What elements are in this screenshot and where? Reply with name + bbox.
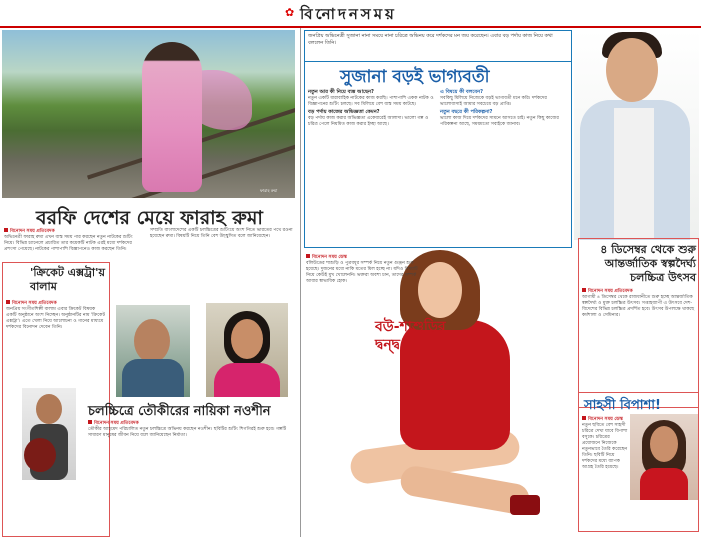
flower-ornament-icon: ✿	[285, 6, 295, 19]
cricket-body: জনপ্রিয় সংগীতশিল্পী বালাম এবার ক্রিকেট বিষয়ক একটি অনুষ্ঠানে অংশ নিচ্ছেন। অনুষ্ঠানটির নাম 'ক্রিকেট এক্সট্রা'। এতে খেলা নিয়ে আলোচনা ও গানের মাধ্যমে দর্শকদের বিনোদন দেবেন তিনি।	[6, 307, 105, 330]
film-fest-body: আগামী ৪ ডিসেম্বর থেকে রাজধানীতে শুরু হচ্ছে আন্তর্জাতিক স্বল্পদৈর্ঘ্য ও মুক্ত চলচ্চিত্র উৎসব। সপ্তাহব্যাপী এ উৎসবে দেশ-বিদেশের বিভিন্ন চলচ্চিত্র প্রদর্শিত হবে। উৎসব উপলক্ষে থাকছে কর্মশালা ও সেমিনার।	[582, 295, 695, 318]
byline-marker-icon	[88, 420, 92, 424]
naoshin-article	[88, 420, 296, 440]
cricket-article	[6, 300, 106, 332]
farah-article-right	[150, 228, 296, 241]
column-divider	[300, 28, 301, 537]
sujana-intro: জনপ্রিয় অভিনেত্রী সুজানা নানা সময়ে নানা চরিত্রে অভিনয় করে দর্শকদের মন জয় করেছেন। এবার বড় পর্দায় কাজ নিয়ে কথা বললেন তিনি।	[308, 33, 553, 46]
byline-text: বিনোদন সময় ডেস্ক	[588, 417, 623, 422]
naoshin-photo	[206, 303, 288, 397]
byline-marker-icon	[6, 300, 10, 304]
bipasha-article	[582, 416, 628, 472]
sujana-box	[304, 30, 572, 248]
header-divider	[0, 26, 701, 28]
sujana-col-left	[308, 88, 436, 129]
sujana-answer-4: ভালো কাজ দিয়ে দর্শকদের সামনে আসতে চাই। নতুন কিছু কাজের পরিকল্পনা আছে, সময়মতো সবাইকে জানাব।	[440, 116, 559, 127]
farah-ruma-photo	[2, 30, 295, 198]
farah-article-left	[4, 228, 144, 254]
katrina-body: বলিউডের শাশুড়ি ও পুত্রবধূর সম্পর্ক নিয়ে নতুন গুঞ্জন শুরু হয়েছে। দুজনের মধ্যে নাকি মতের মিল হচ্ছে না। যদিও বিষয়টি নিয়ে কেউই মুখ খোলেননি। ভক্তরা অবশ্য চান, তাদের সম্পর্ক আবার স্বাভাবিক হোক।	[306, 261, 418, 284]
section-title: বিনোদনসময়	[300, 5, 397, 23]
sujana-divider	[304, 61, 572, 62]
actor-photo	[574, 30, 699, 240]
byline-marker-icon	[582, 288, 586, 292]
cricket-byline	[6, 300, 106, 307]
sujana-question-2: বড় পর্দায় কাজের অভিজ্ঞতা কেমন?	[308, 109, 380, 115]
naoshin-headline: চলচ্চিত্রে তৌকীরের নায়িকা নওশীন	[88, 404, 271, 419]
bipasha-photo	[630, 414, 698, 500]
bipasha-headline: সাহসী বিপাশা!	[584, 398, 661, 413]
sujana-answer-3: সবকিছু মিলিয়ে নিজেকে বড়ই ভাগ্যবতী মনে করি। দর্শকদের ভালোবাসাই আমার সবচেয়ে বড় প্রাপ্তি।	[440, 96, 547, 107]
sujana-question-1: নতুন আর কী নিয়ে ব্যস্ত আছেন?	[308, 89, 374, 95]
byline-text: বিনোদন সময় প্রতিবেদক	[12, 301, 57, 306]
bipasha-byline	[582, 416, 628, 423]
byline-text: বিনোদন সময় ডেস্ক	[312, 255, 347, 260]
sujana-answer-1: নতুন একটি ধারাবাহিক নাটকের কাজ করছি। পাশাপাশি একক নাটক ও বিজ্ঞাপনের শুটিং চলছে। সব মিলিয়ে বেশ ব্যস্ত সময় কাটছে।	[308, 96, 434, 107]
farah-byline	[4, 228, 144, 235]
byline-marker-icon	[306, 254, 310, 258]
byline-text: বিনোদন সময় প্রতিবেদক	[10, 229, 55, 234]
farah-body-right: সম্প্রতি বাংলাদেশের একটি চলচ্চিত্রের শুটিংয়ে অংশ নিতে ভারতের পথে রওনা হয়েছেন রুমা। বিষয়টি নিয়ে তিনি বেশ উচ্ছ্বসিত বলে জানিয়েছেন।	[150, 228, 293, 239]
sujana-question-4: নতুন বছরে কী পরিকল্পনা?	[440, 109, 493, 115]
farah-body-left: অভিনেত্রী ফারাহ রুমা এখন ব্যস্ত সময় পার করছেন নতুন নাটকের শুটিং নিয়ে। বিভিন্ন চ্যানেলে প্রচারিত তার কয়েকটি নাটক এরই মধ্যে দর্শকদের প্রশংসা পেয়েছে। নাটকের পাশাপাশি বিজ্ঞাপনেও কাজ করছেন তিনি।	[4, 235, 133, 252]
photo-credit: ফারাহ রুমা	[260, 188, 278, 193]
film-fest-headline: ৪ ডিসেম্বর থেকে শুরু আন্তর্জাতিক স্বল্পদৈর্ঘ্য চলচ্চিত্র উৎসব	[600, 243, 696, 284]
naoshin-byline	[88, 420, 296, 427]
film-fest-article	[582, 288, 696, 320]
byline-marker-icon	[4, 228, 8, 232]
byline-text: বিনোদন সময় প্রতিবেদক	[588, 289, 633, 294]
katrina-photo	[330, 250, 570, 537]
katrina-headline: বউ-শাশুড়ির দ্বন্দ্ব!	[375, 319, 446, 353]
balam-guitar-photo	[22, 388, 76, 480]
film-fest-byline	[582, 288, 696, 295]
sujana-headline: সুজানা বড়ই ভাগ্যবতী	[340, 67, 490, 87]
byline-marker-icon	[582, 416, 586, 420]
byline-text: বিনোদন সময় প্রতিবেদক	[94, 421, 139, 426]
bipasha-body: নতুন ছবিতে বেশ সাহসী চরিত্রে দেখা যাবে বিপাশা বসুকে। চরিত্রের প্রয়োজনে নিজেকে নতুনভাবে তৈরি করেছেন তিনি। ছবিটি নিয়ে দর্শকদের মধ্যে ব্যাপক আগ্রহ তৈরি হয়েছে।	[582, 423, 628, 470]
toukir-photo	[116, 305, 190, 397]
katrina-article	[306, 254, 422, 286]
farah-headline: বরফি দেশের মেয়ে ফারাহ রুমা	[36, 207, 263, 229]
sujana-question-3: এ বিষয়ে কী বলবেন?	[440, 89, 484, 95]
page-header	[0, 0, 701, 28]
katrina-byline	[306, 254, 422, 261]
sujana-answer-2: বড় পর্দায় কাজ করার অভিজ্ঞতা একেবারেই আলাদা। ভালো গল্প ও চরিত্র পেলে নিয়মিত কাজ করার ইচ্ছা আছে।	[308, 116, 429, 127]
sujana-col-right	[440, 88, 568, 129]
naoshin-body: তৌকীর আহমেদ পরিচালিত নতুন চলচ্চিত্রে অভিনয় করছেন নওশীন। ছবিটির শুটিং শিগগিরই শুরু হবে। গল্পটি সাধারণ মানুষের জীবন নিয়ে বলে জানিয়েছেন নির্মাতা।	[88, 427, 287, 438]
cricket-headline: 'ক্রিকেট এক্সট্রা'য় বালাম	[30, 266, 105, 293]
